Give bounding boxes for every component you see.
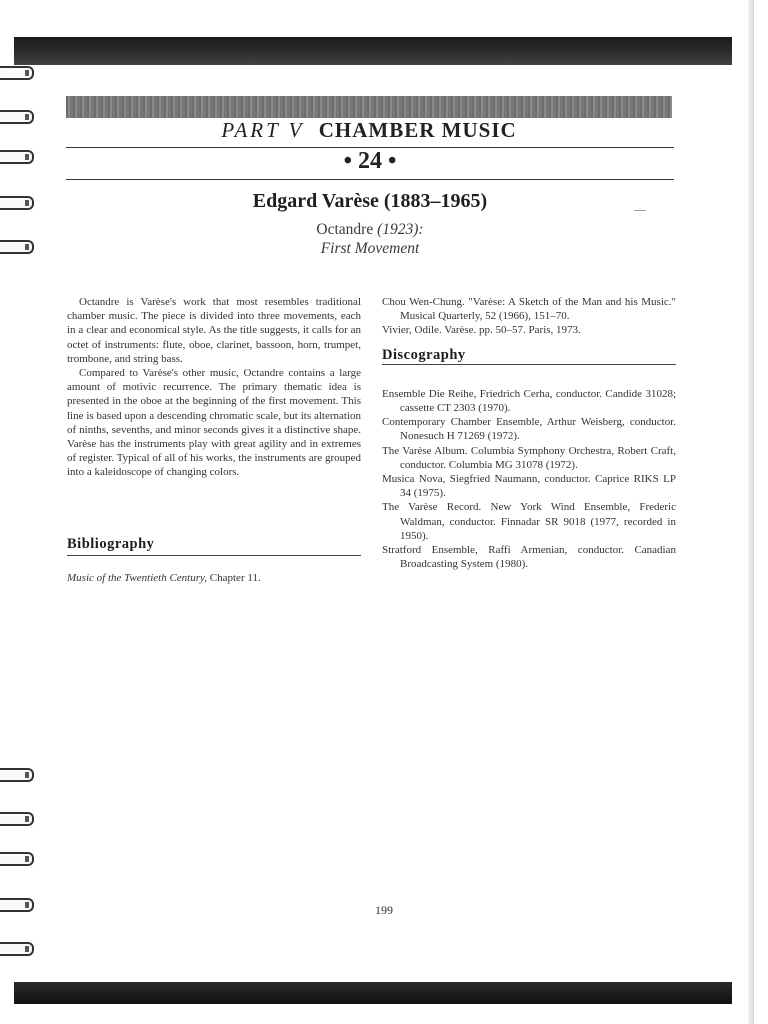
binding-ring-icon	[0, 150, 34, 164]
work-title	[66, 220, 674, 258]
composer-title: Edgard Varèse (1883–1965)	[252, 190, 488, 212]
binding-ring-icon	[0, 240, 34, 254]
stray-mark	[634, 210, 646, 211]
bibliography-heading: Bibliography	[67, 536, 361, 556]
page-edge	[748, 0, 754, 1024]
part-label: PART V	[221, 118, 305, 142]
body-paragraph: Compared to Varèse's other music, Octandre contains a large amount of motivic recurrence. The primary thematic idea is presented in the oboe at the beginning of the first movement. This line is based upon a descending chromatic scale, but its alternation of ninths, sevenths, and minor seconds gives it a distinctive shape. Varèse has the instruments play with great agility and in extremes of register. Typical of all of his works, the instruments are grouped into a kaleidoscope of changing colors.	[67, 367, 361, 479]
discography-entry: Stratford Ensemble, Raffi Armenian, conductor. Canadian Broadcasting System (1980).	[382, 544, 676, 571]
bibliography-entry: Chou Wen-Chung. "Varèse: A Sketch of the Man and his Music." Musical Quarterly, 52 (1966), 151–70.	[382, 296, 676, 323]
discography-entry: Ensemble Die Reihe, Friedrich Cerha, conductor. Candide 31028; cassette CT 2303 (1970).	[382, 387, 676, 415]
binding-ring-icon	[0, 768, 34, 782]
work-name: Octandre	[316, 221, 374, 238]
discography-entry: Musica Nova, Siegfried Naumann, conductor. Caprice RIKS LP 34 (1975).	[382, 473, 676, 500]
chapter-number: • 24 •	[343, 148, 397, 174]
header-stripe	[66, 96, 672, 118]
bibliography-entry: Vivier, Odile. Varèse. pp. 50–57. Paris, 1973.	[382, 324, 581, 337]
binding-ring-icon	[0, 66, 34, 80]
top-binding-bar	[14, 37, 732, 65]
binding-ring-icon	[0, 812, 34, 826]
discography-entry: The Varèse Album. Columbia Symphony Orchestra, Robert Craft, conductor. Columbia MG 31078 (1972).	[382, 444, 676, 471]
divider	[66, 179, 674, 180]
discography-entry: The Varèse Record. New York Wind Ensemble, Frederic Waldman, conductor. Finnadar SR 9018 (1977, recorded in 1950).	[382, 501, 676, 542]
page-number: 199	[375, 903, 393, 917]
part-heading	[66, 118, 672, 143]
binding-ring-icon	[0, 110, 34, 124]
bibliography-entry	[67, 572, 361, 584]
bibliography-chapter: Chapter 11.	[207, 572, 261, 584]
bottom-binding-bar	[14, 982, 732, 1004]
binding-ring-icon	[0, 852, 34, 866]
discography-entry: Contemporary Chamber Ensemble, Arthur Weisberg, conductor. Nonesuch H 71269 (1972).	[382, 416, 676, 443]
body-paragraph: Octandre is Varèse's work that most resembles traditional chamber music. The piece is divided into three movements, each in a clear and economical style. As the title suggests, it calls for an octet of instruments: flute, oboe, clarinet, bassoon, horn, trumpet, trombone, and string bass.	[67, 296, 361, 365]
bibliography-book-title: Music of the Twentieth Century,	[67, 572, 208, 584]
movement-name: First Movement	[320, 240, 420, 257]
work-year: (1923):	[377, 221, 424, 238]
discography-heading: Discography	[382, 348, 676, 365]
binding-ring-icon	[0, 942, 34, 956]
binding-ring-icon	[0, 196, 34, 210]
right-column	[382, 295, 676, 571]
body-column	[67, 295, 361, 480]
section-name: CHAMBER MUSIC	[318, 118, 517, 142]
